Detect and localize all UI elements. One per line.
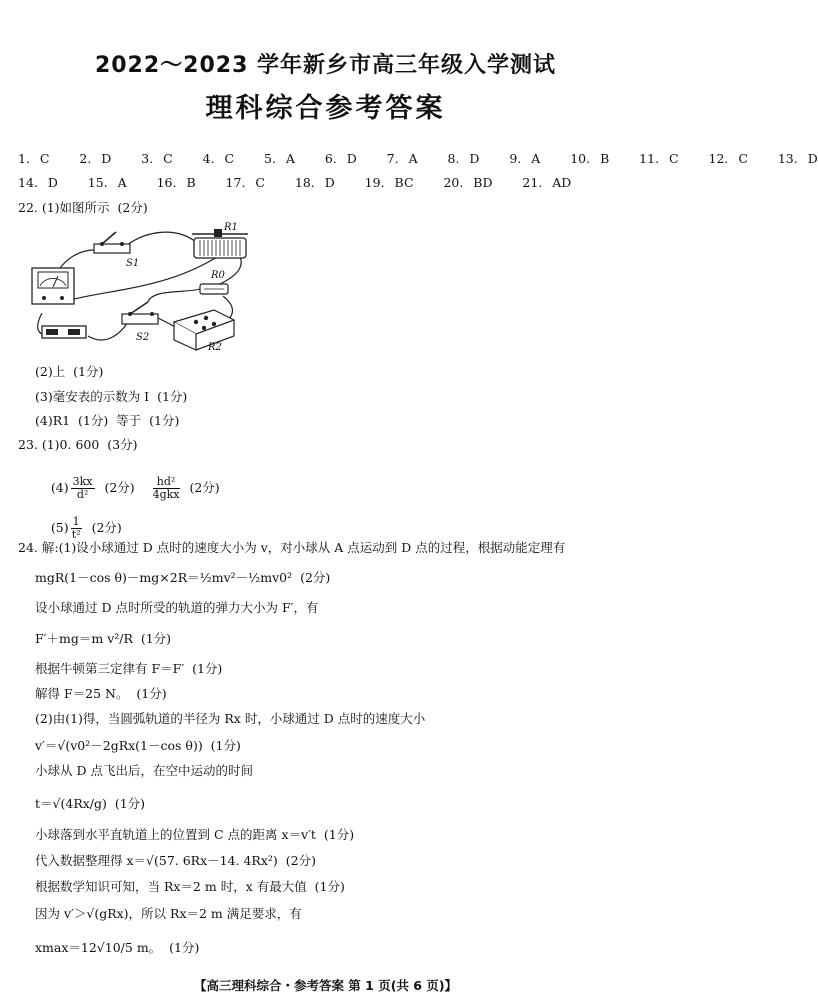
q22-part4: (4)R1 (1分) 等于 (1分) (35, 413, 180, 428)
milliammeter (32, 268, 74, 304)
q24-line14: 因为 v′＞√(gRx)，所以 Rx＝2 m 满足要求，有 (35, 906, 302, 921)
circuit-diagram (28, 218, 268, 358)
q23-part4-prefix: (4) (50, 480, 69, 495)
q24-line8: v′＝√(v0²－2gRx(1－cos θ)) (1分) (35, 738, 241, 753)
q24-line12: 代入数据整理得 x＝√(57. 6Rx－14. 4Rx²) (2分) (35, 853, 316, 868)
label-r2: R2 (208, 342, 222, 353)
q22-part1: 22. (1)如图所示 (2分) (18, 200, 148, 215)
q22-part2: (2)上 (1分) (35, 364, 104, 379)
q24-line7: (2)由(1)得，当圆弧轨道的半径为 Rx 时，小球通过 D 点时的速度大小 (35, 711, 426, 726)
q23-part1: 23. (1)0. 600 (3分) (18, 437, 138, 452)
q24-line4: F′＋mg＝m v²/R (1分) (35, 631, 172, 646)
q23-part4-score2: (2分) (189, 480, 220, 495)
switch-s1 (94, 232, 130, 253)
q23-part4-score1: (2分) (104, 480, 135, 495)
q24-line3: 设小球通过 D 点时所受的轨道的弹力大小为 F′，有 (35, 600, 319, 615)
q22-part3: (3)毫安表的示数为 I (1分) (35, 389, 188, 404)
fraction-3kx-d2: $\frac{3kx}{\text{d²}}$ (72, 475, 93, 501)
resistor-r0 (200, 284, 228, 294)
switch-s2 (122, 302, 158, 324)
mc-answers-row-1: 1. C 2. D 3. C 4. C 5. A 6. D 7. A 8. D 9. A 10. B 11. C 12. C 13. D (18, 151, 818, 166)
q24-line15: xmax＝12√10/5 m。 (1分) (35, 940, 200, 955)
label-s1: S1 (126, 258, 140, 269)
q24-line2: mgR(1－cos θ)－mg×2R＝½mv²－½mv0² (2分) (35, 570, 331, 585)
q24-line1: 24. 解:(1)设小球通过 D 点时的速度大小为 v，对小球从 A 点运动到 D 点的过程，根据动能定理有 (18, 540, 566, 555)
rheostat-r1 (192, 229, 248, 258)
q24-line11: 小球落到水平直轨道上的位置到 C 点的距离 x＝v′t (1分) (35, 827, 355, 842)
q23-part5-prefix: (5) (50, 520, 69, 535)
page-subtitle: 理科综合参考答案 (205, 93, 446, 124)
q24-line9: 小球从 D 点飞出后，在空中运动的时间 (35, 763, 253, 778)
label-s2: S2 (136, 332, 150, 343)
page-title: 2022～2023 学年新乡市高三年级入学测试 (94, 53, 557, 78)
resistance-box-r2 (174, 310, 234, 350)
label-r0: R0 (211, 270, 225, 281)
page-footer: 【高三理科综合・参考答案 第 1 页(共 6 页)】 (193, 978, 458, 993)
battery (42, 326, 86, 338)
fraction-1-t2: $\frac{1}{\text{t²}}$ (71, 515, 81, 541)
q24-line6: 解得 F＝25 N。 (1分) (35, 686, 167, 701)
q24-line10: t＝√(4Rx/g) (1分) (35, 796, 146, 811)
fraction-hd2-4gkx: $\frac{\text{hd²}}{\text{4gkx}}$ (152, 475, 180, 501)
q23-part5-score: (2分) (91, 520, 122, 535)
mc-answers-row-2: 14. D 15. A 16. B 17. C 18. D 19. BC 20. BD 21. AD (18, 175, 572, 190)
label-r1: R1 (224, 222, 238, 233)
q24-line13: 根据数学知识可知，当 Rx＝2 m 时，x 有最大值 (1分) (35, 879, 345, 894)
q24-line5: 根据牛顿第三定律有 F＝F′ (1分) (35, 661, 223, 676)
q23-part4 (35, 460, 220, 501)
q23-part5 (35, 500, 122, 541)
